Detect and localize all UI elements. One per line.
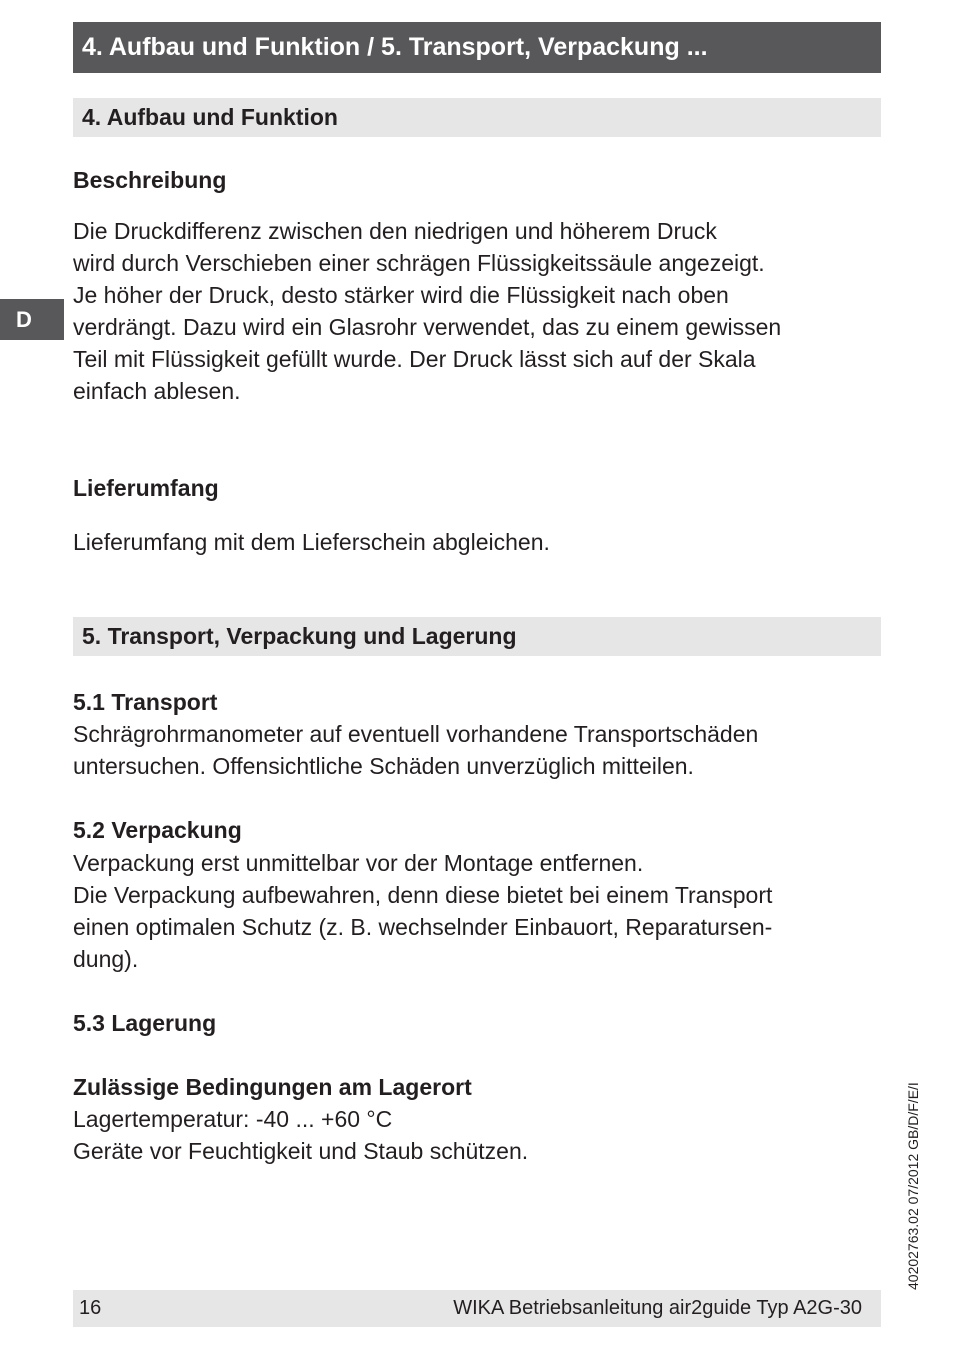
subheading-lagerung: 5.3 Lagerung [73,1010,217,1036]
page-footer [73,1290,881,1327]
document-code-vertical: 40202763.02 07/2012 GB/D/F/E/I [905,1082,921,1290]
text-line: Verpackung erst unmittelbar vor der Montage entfernen. [73,850,644,876]
subheading-lieferumfang: Lieferumfang [73,475,219,501]
text-line: verdrängt. Dazu wird ein Glasrohr verwendet, das zu einem gewissen [73,314,782,340]
page-header: 4. Aufbau und Funktion / 5. Transport, Verpackung ... [73,22,881,73]
paragraph-transport [73,718,873,782]
paragraph-lagerung [73,1103,873,1167]
section-heading-transport: 5. Transport, Verpackung und Lagerung [73,617,881,656]
subheading-beschreibung: Beschreibung [73,167,227,193]
text-line: Teil mit Flüssigkeit gefüllt wurde. Der Druck lässt sich auf der Skala [73,346,756,372]
text-line: einen optimalen Schutz (z. B. wechselnder Einbauort, Reparatursen- [73,914,773,940]
footer-document-title: WIKA Betriebsanleitung air2guide Typ A2G-30 [453,1297,862,1319]
subheading-verpackung: 5.2 Verpackung [73,817,242,843]
text-line: einfach ablesen. [73,378,241,404]
text-line: Die Druckdifferenz zwischen den niedrigen und höherem Druck [73,218,717,244]
text-line: Schrägrohrmanometer auf eventuell vorhandene Transportschäden [73,721,759,747]
language-tab: D [0,299,64,340]
subheading-lagerort-bedingungen: Zulässige Bedingungen am Lagerort [73,1074,472,1100]
text-line: Die Verpackung aufbewahren, denn diese bietet bei einem Transport [73,882,773,908]
text-line: Lagertemperatur: -40 ... +60 °C [73,1106,393,1132]
text-line: untersuchen. Offensichtliche Schäden unverzüglich mitteilen. [73,753,694,779]
paragraph-beschreibung [73,215,873,407]
text-line: wird durch Verschieben einer schrägen Flüssigkeitssäule angezeigt. [73,250,765,276]
section-heading-aufbau: 4. Aufbau und Funktion [73,98,881,137]
paragraph-verpackung [73,847,873,975]
text-line: Lieferumfang mit dem Lieferschein abgleichen. [73,529,550,555]
subheading-transport: 5.1 Transport [73,689,218,715]
page-number: 16 [79,1297,102,1319]
paragraph-lieferumfang [73,526,873,558]
text-line: Geräte vor Feuchtigkeit und Staub schützen. [73,1138,529,1164]
text-line: Je höher der Druck, desto stärker wird die Flüssigkeit nach oben [73,282,729,308]
text-line: dung). [73,946,139,972]
